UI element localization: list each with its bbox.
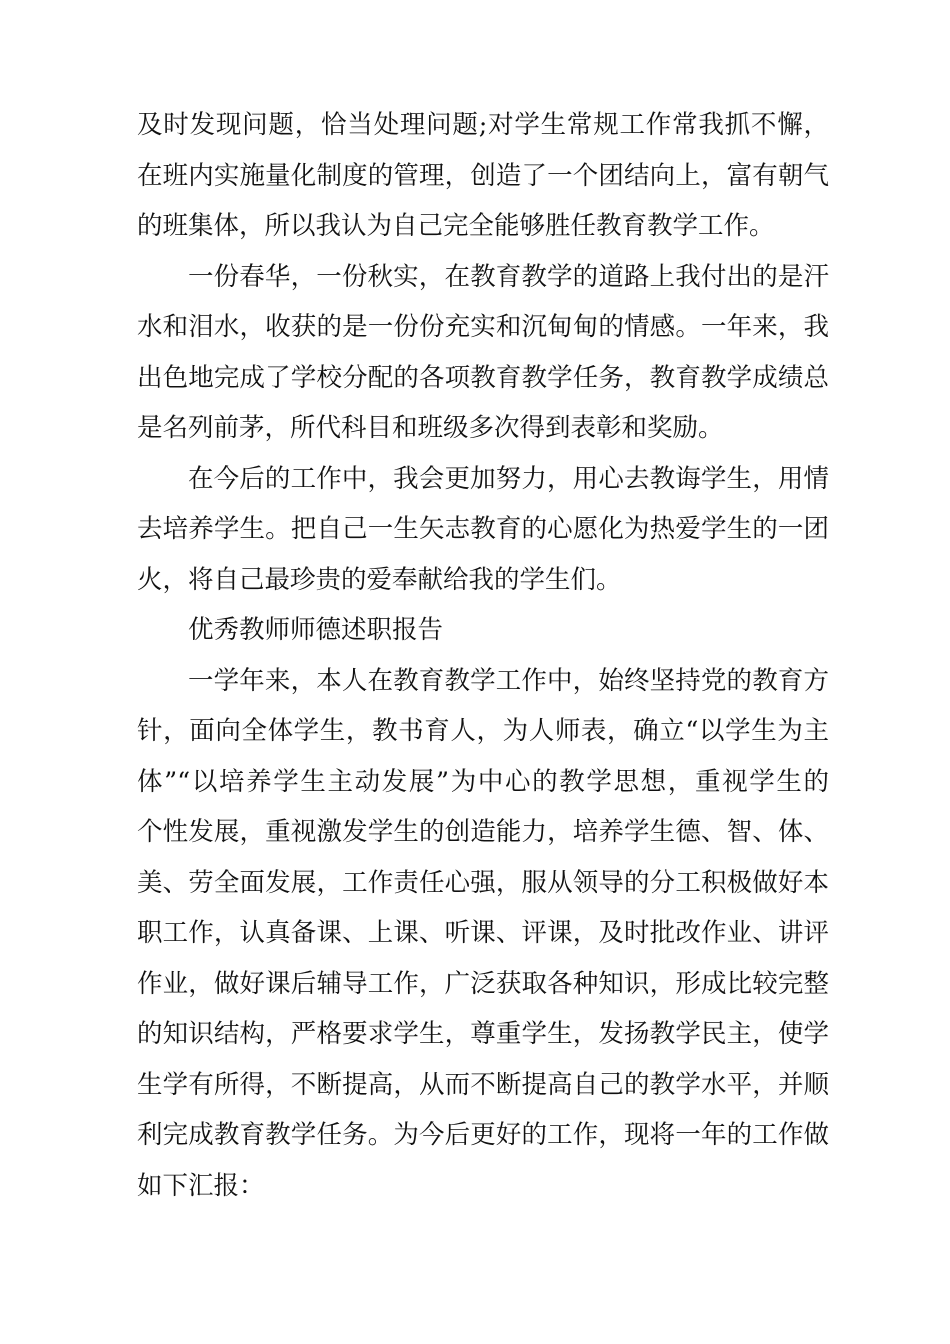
text-line: 火，将自己最珍贵的爱奉献给我的学生们。 (137, 564, 622, 595)
text-line: 体”“以培养学生主动发展”为中心的教学思想，重视学生的 (137, 766, 829, 797)
text-line: 一份春华，一份秋实，在教育教学的道路上我付出的是汗 (188, 261, 829, 292)
body-paragraph (137, 656, 829, 1212)
text-line: 的知识结构，严格要求学生，尊重学生，发扬教学民主，使学 (137, 1019, 829, 1049)
text-line: 优秀教师师德述职报告 (188, 615, 444, 645)
text-line: 利完成教育教学任务。为今后更好的工作，现将一年的工作做 (137, 1120, 829, 1150)
text-line: 的班集体，所以我认为自己完全能够胜任教育教学工作。 (137, 211, 775, 241)
text-line: 生学有所得，不断提高，从而不断提高自己的教学水平，并顺 (137, 1069, 829, 1100)
text-line: 针，面向全体学生，教书育人，为人师表，确立“以学生为主 (137, 716, 829, 746)
body-paragraph (137, 454, 829, 606)
text-line: 如下汇报： (137, 1170, 265, 1201)
text-line: 个性发展，重视激发学生的创造能力，培养学生德、智、体、 (137, 817, 829, 847)
text-line: 及时发现问题，恰当处理问题;对学生常规工作常我抓不懈， (137, 110, 829, 140)
body-paragraph (137, 100, 829, 252)
body-paragraph (137, 252, 829, 454)
text-line: 出色地完成了学校分配的各项教育教学任务，教育教学成绩总 (137, 362, 829, 393)
text-line: 作业，做好课后辅导工作，广泛获取各种知识，形成比较完整 (137, 968, 829, 999)
text-line: 在今后的工作中，我会更加努力，用心去教诲学生，用情 (188, 463, 829, 494)
text-line: 是名列前茅，所代科目和班级多次得到表彰和奖励。 (137, 413, 724, 443)
text-line: 美、劳全面发展，工作责任心强，服从领导的分工积极做好本 (137, 867, 829, 898)
section-heading (137, 605, 829, 656)
text-line: 去培养学生。把自己一生矢志教育的心愿化为热爱学生的一团 (137, 514, 829, 544)
document-body (137, 100, 829, 1211)
text-line: 职工作，认真备课、上课、听课、评课，及时批改作业、讲评 (137, 918, 829, 948)
text-line: 水和泪水，收获的是一份份充实和沉甸甸的情感。一年来，我 (137, 312, 829, 342)
text-line: 在班内实施量化制度的管理，创造了一个团结向上，富有朝气 (137, 160, 829, 191)
text-line: 一学年来，本人在教育教学工作中，始终坚持党的教育方 (188, 665, 829, 696)
